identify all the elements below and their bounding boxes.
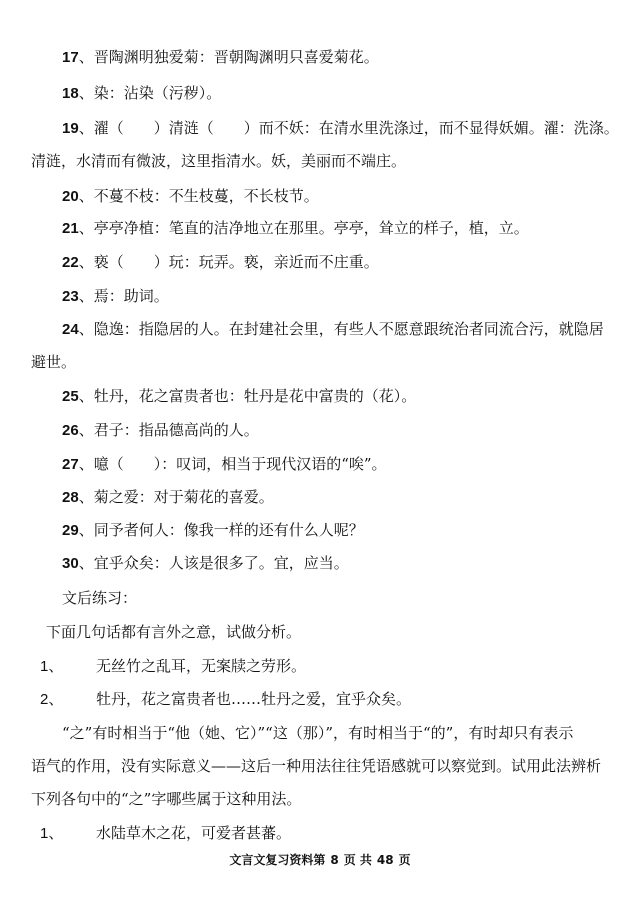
last-item-number: 1、 [40,825,64,842]
paragraph-line-2: 语气的作用，没有实际意义——这后一种用法往往凭语感就可以察觉到。试用此法辨析 [31,757,602,775]
exercise-intro: 下面几句话都有言外之意，试做分析。 [46,623,302,641]
entry-number: 25 [62,388,79,405]
entry-22 [0,252,640,273]
entry-text: 、牡丹，花之富贵者也：牡丹是花中富贵的（花）。 [78,387,417,405]
entry-number: 21 [62,220,79,237]
entry-24 [0,319,640,340]
entry-number: 20 [62,188,79,205]
last-item [0,823,640,844]
entry-number: 30 [62,555,79,572]
entry-27 [0,454,640,475]
entry-number: 18 [62,85,79,102]
entry-25 [0,386,640,407]
entry-19-continuation [0,151,640,171]
entry-19 [0,118,640,139]
paragraph-line-3: 下列各句中的“之”字哪些属于这种用法。 [31,790,302,808]
entry-text: 、宜乎众矣：人该是很多了。宜，应当。 [78,554,349,572]
entry-21 [0,218,640,239]
exercise-item-number: 1、 [40,658,64,675]
entry-text: 、君子：指品德高尚的人。 [78,421,259,439]
exercise-item-text: 无丝竹之乱耳，无案牍之劳形。 [96,657,307,675]
exercise-item-2 [0,689,640,710]
entry-26 [0,420,640,441]
entry-text: 避世。 [31,353,77,371]
entry-17 [0,47,640,68]
entry-text: 清涟，水清而有微波，这里指清水。妖，美丽而不端庄。 [31,152,407,170]
entry-number: 24 [62,321,79,338]
entry-20 [0,186,640,207]
entry-text: 、菊之爱：对于菊花的喜爱。 [78,488,274,506]
entry-text: 、焉：助词。 [78,287,169,305]
entry-text: 、亵（ ）玩：玩弄。亵，亲近而不庄重。 [78,253,379,271]
entry-number: 28 [62,489,79,506]
footer-suffix: 页 [398,853,411,867]
entry-24-continuation [0,352,640,372]
entry-number: 17 [62,49,79,66]
exercise-item-number: 2、 [40,691,64,708]
entry-text: 、同予者何人：像我一样的还有什么人呢？ [78,521,364,539]
entry-23 [0,286,640,307]
entry-number: 27 [62,456,79,473]
footer-page-number: 8 [330,853,339,867]
entry-28 [0,487,640,508]
entry-text: 、晋陶渊明独爱菊：晋朝陶渊明只喜爱菊花。 [78,48,379,66]
entry-text: 、亭亭净植：笔直的洁净地立在那里。亭亭，耸立的样子，植，立。 [78,219,529,237]
entry-text: 、隐逸：指隐居的人。在封建社会里，有些人不愿意跟统治者同流合污，就隐居 [78,320,604,338]
footer-prefix: 文言文复习资料第 [229,853,326,867]
entry-18 [0,83,640,104]
entry-number: 22 [62,254,79,271]
page-footer [0,851,640,868]
entry-text: 、濯（ ）清涟（ ）而不妖：在清水里洗涤过，而不显得妖媚。濯：洗涤。 [78,119,619,137]
exercise-item-text: 牡丹，花之富贵者也……牡丹之爱，宜乎众矣。 [96,690,412,708]
entry-text: 、染：沾染（污秽）。 [78,84,222,102]
paragraph-line-1: “之”有时相当于“他（她、它）”“这（那）”，有时相当于“的”，有时却只有表示 [62,724,574,742]
entry-number: 26 [62,422,79,439]
entry-29 [0,520,640,541]
exercise-item-1 [0,656,640,677]
entry-number: 19 [62,120,79,137]
exercise-heading: 文后练习： [62,589,138,607]
footer-total-pages: 48 [376,853,394,867]
entry-text: 、噫（ ）：叹词，相当于现代汉语的“唉”。 [78,455,387,473]
entry-30 [0,553,640,574]
footer-middle: 页 共 [343,853,372,867]
last-item-text: 水陆草木之花，可爱者甚蕃。 [96,824,292,842]
entry-number: 23 [62,288,79,305]
entry-number: 29 [62,522,79,539]
entry-text: 、不蔓不枝：不生枝蔓，不长枝节。 [78,187,319,205]
